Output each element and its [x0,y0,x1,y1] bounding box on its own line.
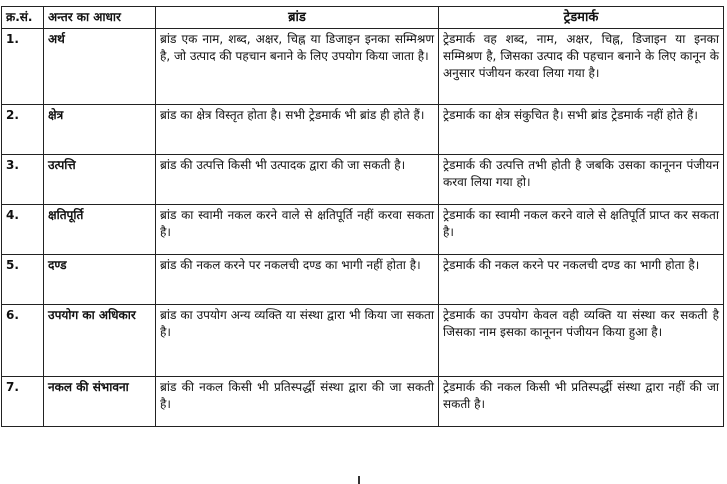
row-basis: उत्पत्ति [44,155,156,205]
table-header-row [2,7,724,29]
table-row [2,105,724,155]
header-brand: ब्रांड [156,7,439,29]
row-serial-number: 2. [2,105,44,155]
header-trademark: ट्रेडमार्क [439,7,724,29]
row-serial-number: 3. [2,155,44,205]
row-basis: दण्ड [44,255,156,305]
row-serial-number: 4. [2,205,44,255]
row-basis: क्षेत्र [44,105,156,155]
brand-vs-trademark-table [1,6,724,427]
row-trademark-text: ट्रेडमार्क की नकल किसी भी प्रतिस्पर्द्धी संस्था द्वारा नहीं की जा सकती है। [439,377,724,427]
row-basis: अर्थ [44,29,156,105]
row-trademark-text: ट्रेडमार्क का क्षेत्र संकुचित है। सभी ब्रांड ट्रेडमार्क नहीं होते हैं। [439,105,724,155]
row-brand-text: ब्रांड की नकल किसी भी प्रतिस्पर्द्धी संस्था द्वारा की जा सकती है। [156,377,439,427]
row-trademark-text: ट्रेडमार्क का उपयोग केवल वही व्यक्ति या संस्था कर सकती है जिसका नाम इसका कानूनन पंजीयन किया हुआ है। [439,305,724,377]
table-row [2,155,724,205]
row-brand-text: ब्रांड का स्वामी नकल करने वाले से क्षतिपूर्ति नहीं करवा सकता है। [156,205,439,255]
row-serial-number: 7. [2,377,44,427]
row-serial-number: 1. [2,29,44,105]
document-page [1,6,723,427]
row-trademark-text: ट्रेडमार्क की नकल करने पर नकलची दण्ड का भागी होता है। [439,255,724,305]
table-row [2,377,724,427]
row-basis: क्षतिपूर्ति [44,205,156,255]
row-brand-text: ब्रांड की उत्पत्ति किसी भी उत्पादक द्वारा की जा सकती है। [156,155,439,205]
header-basis: अन्तर का आधार [44,7,156,29]
row-trademark-text: ट्रेडमार्क का स्वामी नकल करने वाले से क्षतिपूर्ति प्राप्त कर सकता है। [439,205,724,255]
row-serial-number: 5. [2,255,44,305]
row-trademark-text: ट्रेडमार्क की उत्पत्ति तभी होती है जबकि उसका कानूनन पंजीयन करवा लिया गया हो। [439,155,724,205]
page-divider-mark [358,476,360,484]
table-row [2,29,724,105]
row-basis: उपयोग का अधिकार [44,305,156,377]
table-row [2,205,724,255]
header-serial-number: क्र.सं. [2,7,44,29]
row-brand-text: ब्रांड का क्षेत्र विस्तृत होता है। सभी ट्रेडमार्क भी ब्रांड ही होते हैं। [156,105,439,155]
row-brand-text: ब्रांड का उपयोग अन्य व्यक्ति या संस्था द्वारा भी किया जा सकता है। [156,305,439,377]
table-row [2,305,724,377]
row-serial-number: 6. [2,305,44,377]
table-row [2,255,724,305]
row-trademark-text: ट्रेडमार्क वह शब्द, नाम, अक्षर, चिह्न, डिजाइन या इनका सम्मिश्रण है, जिसका उत्पाद की पहचान बनाने के लिए कानून के अनुसार पंजीयन करवा लिया गया है। [439,29,724,105]
row-brand-text: ब्रांड एक नाम, शब्द, अक्षर, चिह्न या डिजाइन इनका सम्मिश्रण है, जो उत्पाद की पहचान बनाने के लिए उपयोग किया जाता है। [156,29,439,105]
row-brand-text: ब्रांड की नकल करने पर नकलची दण्ड का भागी नहीं होता है। [156,255,439,305]
row-basis: नकल की संभावना [44,377,156,427]
